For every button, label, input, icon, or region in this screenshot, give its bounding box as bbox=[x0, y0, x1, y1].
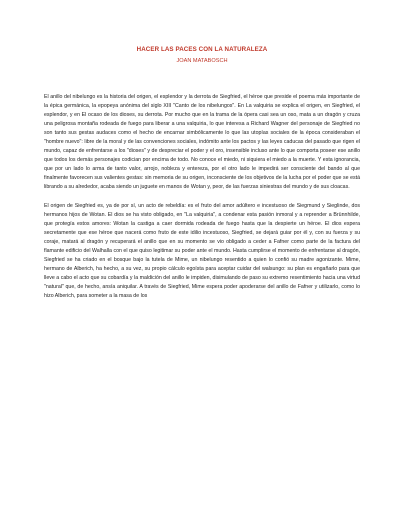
body-paragraph: El origen de Siegfried es, ya de por sí, un acto de rebeldía: es el fruto del amor adúltero e incestuoso de Siegmund y Sieglinde, dos hermanos hijos de Wotan. El dios se ha visto obligado, en "La valquiria", a condenar esta pasión inmoral y a reprender a Brünnhilde, que protegía estos amores: Wotan la castiga a caer dormida rodeada de fuego hasta que la despierte un héroe. El dios espera secretamente que ese héroe que nacerá como fruto de este idilio incestuoso, Siegfried, se dejará guiar por él y, con su fuerza y su coraje, matará al dragón y recuperará el anillo que en su momento se vio obligado a ceder a Fafner como parte de la factura del flamante edificio del Walhalla con el que quiso legitimar su poder ante el mundo. Hasta cumplirse el momento de enfrentarse al dragón, Siegfried se ha criado en el bosque bajo la tutela de Mime, un nibelungo resentido a quien lo confió su madre agonizante. Mime, hermano de Alberich, ha hecho, a su vez, su propio cálculo egoísta para aceptar cuidar del walsungo: su plan es engañarlo para que lleve a cabo el acto que su cobardía y la maldición del anillo le impiden, disimulando de paso su extremo resentimiento hacia una virtud "natural" que, de hecho, ansía aniquilar. A través de Siegfried, Mime espera poder apoderarse del anillo de Fafner y utilizarlo, como lo hizo Alberich, para someter a la masa de los bbox=[44, 202, 360, 299]
body-paragraph: El anillo del nibelungo es la historia del origen, el esplendor y la derrota de Siegfried, el héroe que preside el poema más importante de la épica germánica, la epopeya anónima del siglo XIII "Canto de los nibelungos". En La valquiria se explica el origen, en Siegfried, el esplendor, y en El ocaso de los dioses, su derrota. Por mucho que en la trama de la ópera casi sea un oso, mata a un dragón y cruza una peligrosa montaña rodeada de fuego para liberar a una valquiria, lo que interesa a Richard Wagner del personaje de Siegfried no son tanto sus gestas audaces como el hecho de encarnar simbólicamente lo que las utopías sociales de la época consideraban el "hombre nuevo": libre de la moral y de las convenciones sociales, indómito ante los pactos y las leyes caducas del pasado que rigen el mundo, capaz de enfrentarse a los "dioses" y de despreciar el poder y el oro, insensible incluso ante lo que comporta poseer ese anillo que todos los demás personajes codician por encima de todo. No conoce el miedo, ni siquiera el miedo a la muerte. Y esta ignorancia, que por un lado lo arma de tanto valor, arrojo, nobleza y entereza, por el otro lado le impedirá ser consciente del bando al que finalmente favorecen sus valientes gestas: sin memoria de su origen, inconsciente de los objetivos de la lucha por el poder que se está librando a su alrededor, acaba siendo un juguete en manos de Wotan y, peor, de las fuerzas siniestras del mundo y de sus cloacas. bbox=[44, 94, 360, 191]
document-author: JOAN MATABOSCH bbox=[176, 58, 228, 64]
document-title: HACER LAS PACES CON LA NATURALEZA bbox=[136, 46, 268, 53]
